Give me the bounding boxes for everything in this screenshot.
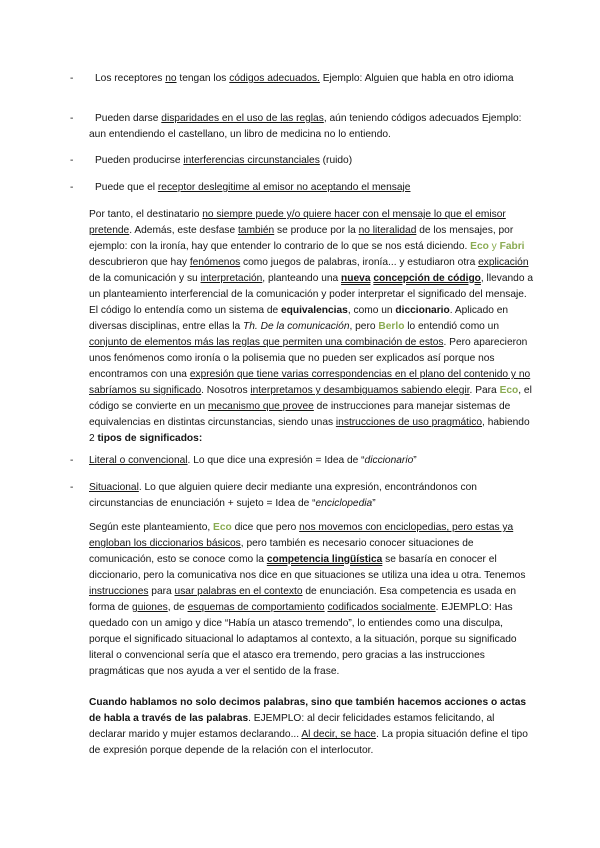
author-name: Fabri	[499, 241, 525, 252]
bullet-text: Pueden darse disparidades en el uso de las reglas, aún teniendo códigos adecuados Ejemplo: aun entendiendo el castellano, un libro de medicina no lo entiendo.	[89, 113, 522, 140]
bullet-text: Los receptores no tengan los códigos adecuados. Ejemplo: Alguien que habla en otro idioma	[95, 73, 514, 84]
author-name: Eco	[499, 385, 519, 396]
paragraph-actos-de-habla: Cuando hablamos no solo decimos palabras, sino que también hacemos acciones o actas de habla a través de las palabras. EJEMPLO: al decir felicidades estamos felicitando, al declarar marido y mujer estamos declarando... Al decir, se hace. La propia situación define el tipo de expresión porque depende de la relación con el interlocutor.	[89, 697, 528, 756]
bullet-text: Pueden producirse interferencias circunstanciales (ruido)	[95, 155, 353, 166]
bullet-item-situacional	[70, 480, 532, 512]
bullet-item-1	[70, 71, 532, 87]
bullet-dash: -	[70, 182, 74, 193]
paragraph-competencia: Según este planteamiento, Eco dice que pero nos movemos con enciclopedias, pero estas ya engloban los diccionarios básicos, pero también es necesario conocer situaciones de comunicación, esto se conoce como la competencia lingüística se basaría en conocer el diccionario, pero la comunicativa nos dice en que situaciones se utiliza una idea u otra. Tenemos instrucciones para usar palabras en el contexto de enunciación. Esa competencia es usada en forma de guiones, de esquemas de comportamiento codificados socialmente. EJEMPLO: Has quedado con un amigo y dice “Había un atasco tremendo”, lo entiendes como una disculpa, porque el significado situacional lo adaptamos al contexto, a la situación, porque su significado literal o convencional sería que el atasco era tremendo, pero gracias a las instrucciones pragmáticas que nos ayuda a ver el sentido de la frase.	[89, 522, 526, 677]
bullet-dash: -	[70, 155, 74, 166]
paragraph-codigo: Por tanto, el destinatario no siempre puede y/o quiere hacer con el mensaje lo que el emisor pretende. Además, este desfase también se produce por la no literalidad de los mensajes, por ejemplo: con la ironía, hay que entender lo contrario de lo que se nos está diciendo. Eco y Fabri descubrieron que hay fenómenos como juegos de palabras, ironía... y estudiaron otra explicación de la comunicación y su interpretación, planteando una nueva concepción de código, llevando a un planteamiento interferencial de la comunicación y poder interpretar el significado del mensaje. El código lo entendía como un sistema de equivalencias, como un diccionario. Aplicado en diversas disciplinas, entre ellas la Th. De la comunicación, pero Berlo lo entendió como un conjunto de elementos más las reglas que permiten una combinación de estos. Pero aparecieron unos fenómenos como ironía o la polisemia que no pueden ser explicados así porque nos encontramos con una expresión que tiene varias correspondencias en el plano del contenido y no sabríamos su significado. Nosotros interpretamos y desambiguamos sabiendo elegir. Para Eco, el código se convierte en un mecanismo que provee de instrucciones para manejar sistemas de equivalencias en distintas circunstancias, siendo unas instrucciones de uso pragmático, habiendo 2 tipos de significados:	[89, 209, 533, 444]
bullet-item-3	[70, 153, 532, 169]
bullet-dash: -	[70, 482, 74, 493]
author-name: Berlo	[378, 321, 405, 332]
author-name: Eco	[213, 522, 232, 533]
bullet-dash: -	[70, 455, 74, 466]
bullet-text: Puede que el receptor deslegitime al emisor no aceptando el mensaje	[95, 182, 411, 193]
bullet-dash: -	[70, 73, 74, 84]
bullet-dash: -	[70, 113, 74, 124]
bullet-item-2	[70, 111, 532, 143]
bullet-item-4	[70, 180, 532, 196]
bullet-text: Situacional. Lo que alguien quiere decir mediante una expresión, encontrándonos con circunstancias de enunciación + sujeto = Idea de “enciclopedia”	[89, 482, 477, 509]
bullet-text: Literal o convencional. Lo que dice una expresión = Idea de “diccionario”	[89, 455, 417, 466]
bullet-item-literal	[70, 453, 532, 469]
author-name: Eco	[470, 241, 489, 252]
